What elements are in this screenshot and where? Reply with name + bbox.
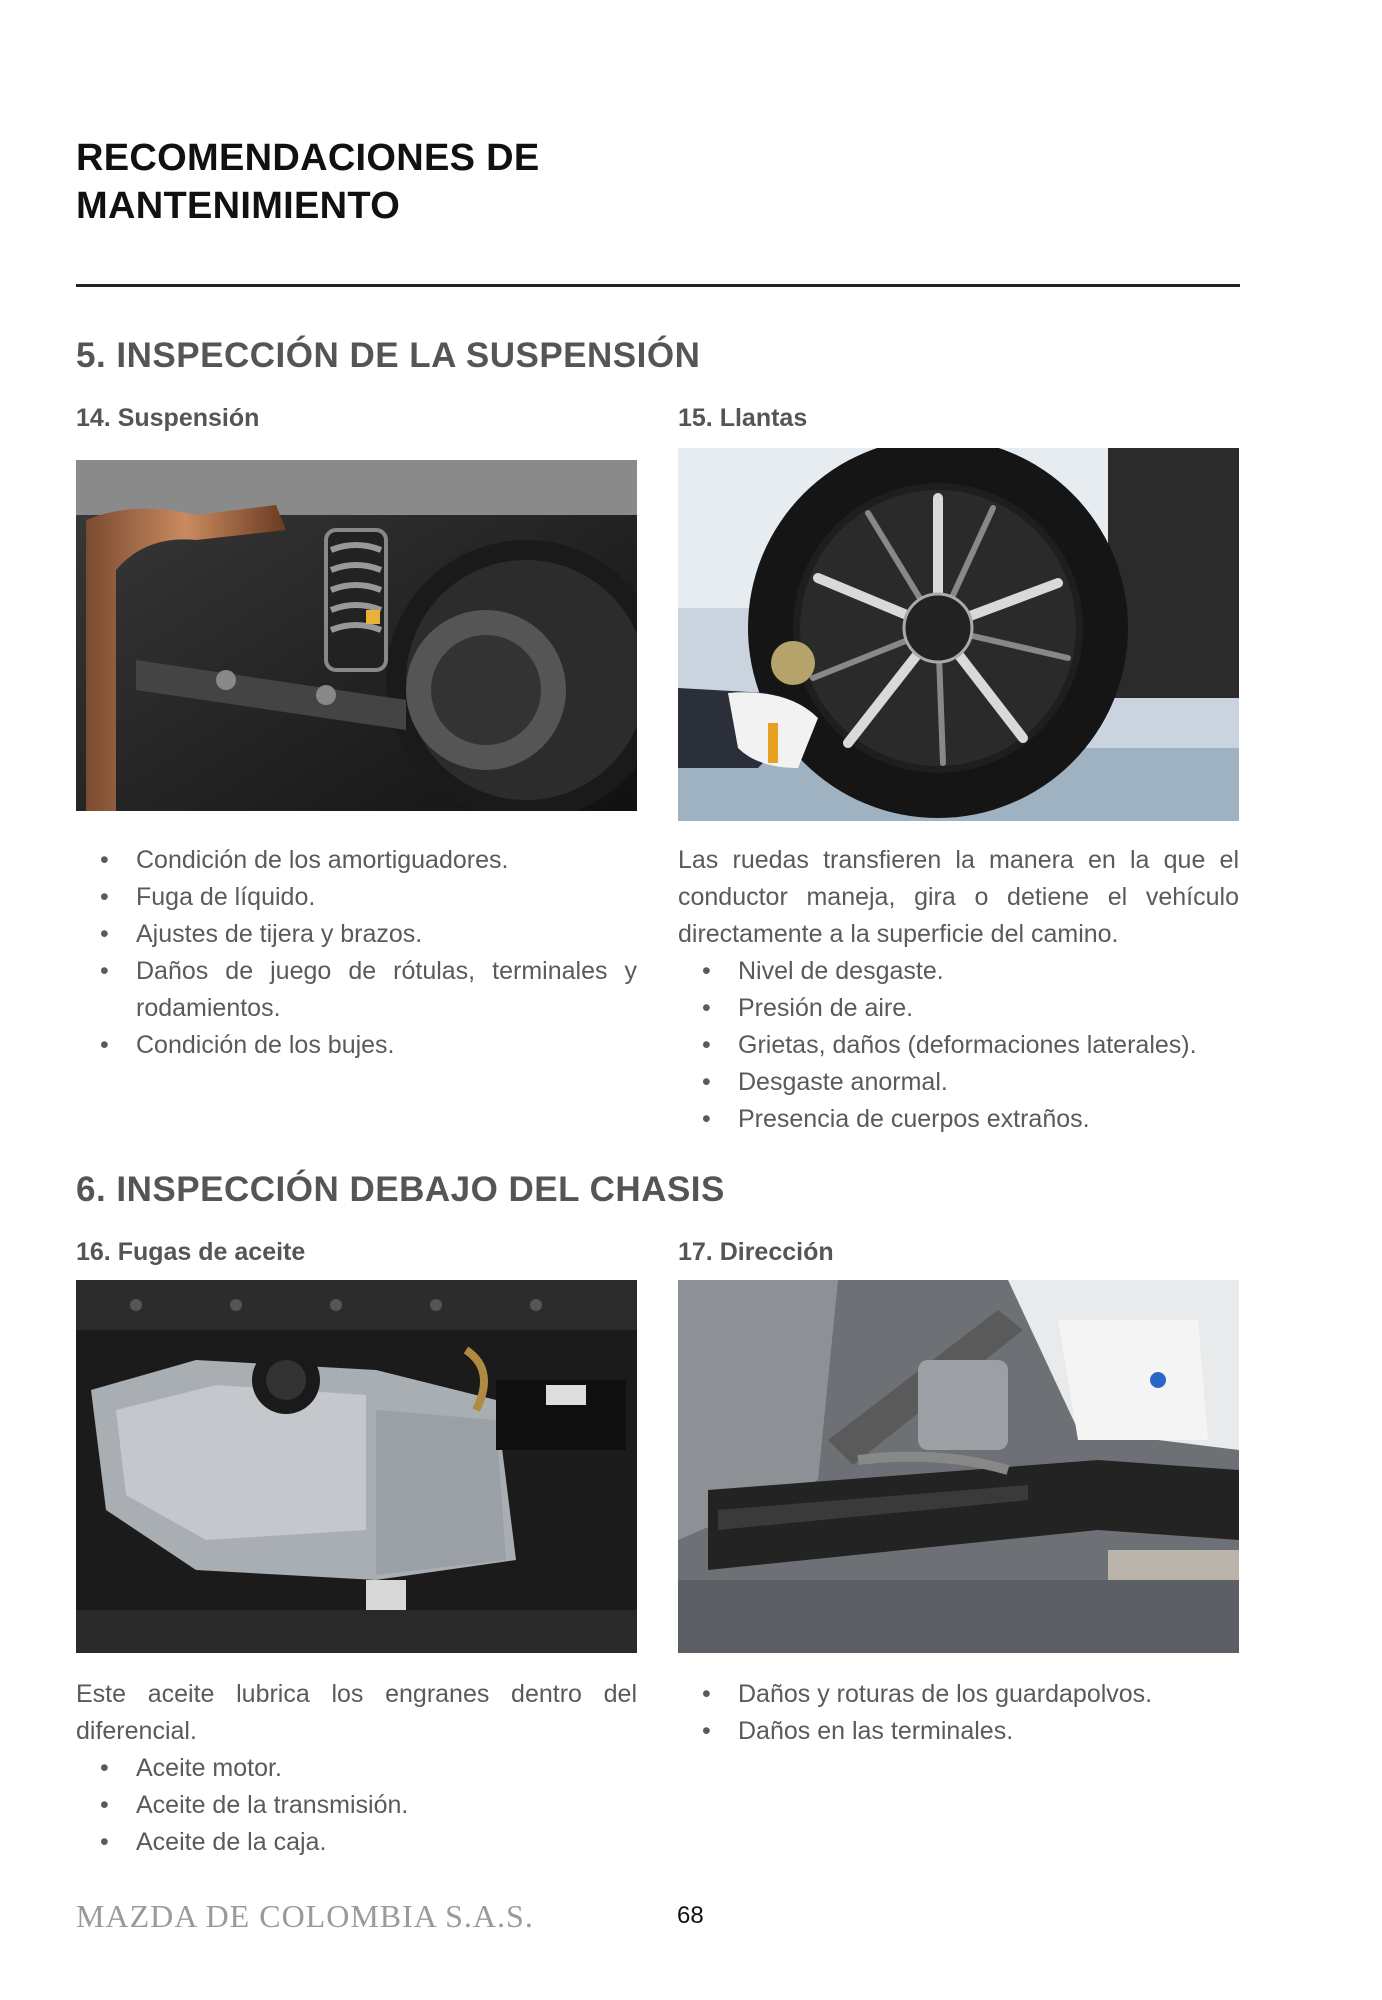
list-item: • Condición de los bujes. <box>76 1027 637 1064</box>
list-item: • Presencia de cuerpos extraños. <box>678 1101 1239 1138</box>
title-divider <box>76 284 1240 287</box>
list-item: • Condición de los amortiguadores. <box>76 842 637 879</box>
oil-leaks-subheading: 16. Fugas de aceite <box>76 1238 306 1266</box>
section-5-heading: 5. INSPECCIÓN DE LA SUSPENSIÓN <box>76 336 701 375</box>
oil-leaks-text <box>76 1676 637 1861</box>
steering-underside-photo <box>678 1280 1239 1653</box>
page-title-line1: RECOMENDACIONES DE <box>76 137 540 179</box>
tires-paragraph: Las ruedas transfieren la manera en la que el conductor maneja, gira o detiene el vehículo directamente a la superficie del camino. <box>678 846 1239 948</box>
suspension-subheading: 14. Suspensión <box>76 404 260 432</box>
section-6-heading: 6. INSPECCIÓN DEBAJO DEL CHASIS <box>76 1170 725 1209</box>
tires-subheading: 15. Llantas <box>678 404 808 432</box>
engine-underside-photo <box>76 1280 637 1653</box>
list-item: • Grietas, daños (deformaciones laterales). <box>678 1027 1239 1064</box>
suspension-text <box>76 842 637 1064</box>
tires-text <box>678 842 1239 1138</box>
list-item: • Aceite de la caja. <box>76 1824 637 1861</box>
list-item: • Ajustes de tijera y brazos. <box>76 916 637 953</box>
suspension-photo <box>76 460 637 811</box>
page-title-line2: MANTENIMIENTO <box>76 185 401 227</box>
page-number: 68 <box>677 1902 704 1929</box>
steering-subheading: 17. Dirección <box>678 1238 834 1266</box>
list-item: • Aceite motor. <box>76 1750 637 1787</box>
list-item: • Nivel de desgaste. <box>678 953 1239 990</box>
tires-checklist <box>678 953 1239 1138</box>
footer-company-name: MAZDA DE COLOMBIA S.A.S. <box>76 1898 534 1934</box>
list-item: • Desgaste anormal. <box>678 1064 1239 1101</box>
list-item: • Daños de juego de rótulas, terminales y rodamientos. <box>76 953 637 1027</box>
list-item: • Presión de aire. <box>678 990 1239 1027</box>
list-item: • Daños y roturas de los guardapolvos. <box>678 1676 1239 1713</box>
list-item: • Aceite de la transmisión. <box>76 1787 637 1824</box>
oil-leaks-paragraph: Este aceite lubrica los engranes dentro del diferencial. <box>76 1680 637 1745</box>
tire-photo <box>678 448 1239 821</box>
suspension-checklist <box>76 842 637 1064</box>
steering-text <box>678 1676 1239 1750</box>
page-title <box>76 134 976 230</box>
steering-checklist <box>678 1676 1239 1750</box>
list-item: • Fuga de líquido. <box>76 879 637 916</box>
oil-leaks-checklist <box>76 1750 637 1861</box>
list-item: • Daños en las terminales. <box>678 1713 1239 1750</box>
